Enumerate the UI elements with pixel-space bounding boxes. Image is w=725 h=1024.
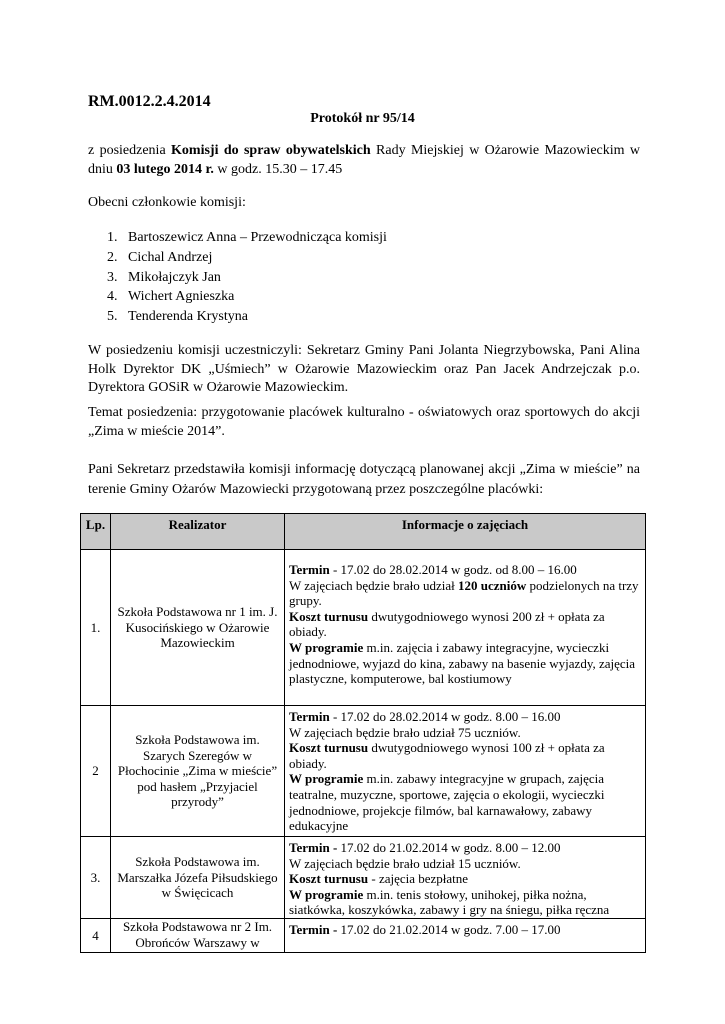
row-number: 3. [81, 837, 111, 919]
list-item: 3. Mikołajczyk Jan [107, 269, 221, 285]
row-info: Termin - 17.02 do 28.02.2014 w godz. 8.00 – 16.00 W zajęciach będzie brało udział 75 uczniów. Koszt turnusu dwutygodniowego wynosi 100 zł + opłata za obiady. W programie m.in. zabawy integracyjne w grupach, zajęcia teatralne, muzyczne, sportowe, zajęcia o ekologii, wycieczki jednodniowe, projekcje filmów, bal karnawałowy, zabawy edukacyjne [285, 706, 646, 837]
row-realizator: Szkoła Podstawowa nr 1 im. J. Kusocińskiego w Ożarowie Mazowieckim [111, 550, 285, 706]
header-realizator: Realizator [111, 514, 285, 550]
protocol-title: Protokół nr 95/14 [310, 111, 415, 126]
row-realizator: Szkoła Podstawowa nr 2 Im. Obrońców Warszawy w [111, 918, 285, 952]
row-number: 4 [81, 918, 111, 952]
row-realizator: Szkoła Podstawowa im. Szarych Szeregów w Płochocinie „Zima w mieście” pod hasłem „Przyjaciel przyrody” [111, 706, 285, 837]
row-info: Termin - 17.02 do 21.02.2014 w godz. 7.00 – 17.00 [285, 918, 646, 952]
topic-paragraph: Temat posiedzenia: przygotowanie placówek kulturalno - oświatowych oraz sportowych do akcji „Zima w mieście 2014”. [88, 405, 640, 439]
presentation-paragraph: Pani Sekretarz przedstawiła komisji informację dotyczącą planowanej akcji „Zima w mieście” na terenie Gminy Ożarów Mazowiecki przygotowaną przez poszczególne placówki: [88, 462, 640, 497]
list-item: 2. Cichal Andrzej [107, 249, 213, 265]
row-info: Termin - 17.02 do 28.02.2014 w godz. od 8.00 – 16.00 W zajęciach będzie brało udział 120 uczniów podzielonych na trzy grupy. Koszt turnusu dwutygodniowego wynosi 200 zł + opłata za obiady. W programie m.in. zajęcia i zabawy integracyjne, wycieczki jednodniowe, wyjazd do kina, zabawy na basenie wyjazdy, zajęcia plastyczne, komputerowe, bal kostiumowy [285, 550, 646, 706]
members-label: Obecni członkowie komisji: [88, 195, 246, 210]
table-row [81, 706, 646, 837]
participants-paragraph: W posiedzeniu komisji uczestniczyli: Sekretarz Gminy Pani Jolanta Niegrzybowska, Pani Alina Holk Dyrektor DK „Uśmiech” w Ożarowie Mazowieckim oraz Pan Jacek Andrzejczak p.o. Dyrektora GOSiR w Ożarowie Mazowieckim. [88, 343, 640, 395]
activities-table [80, 513, 646, 953]
table-row [81, 918, 646, 952]
document-reference: RM.0012.2.4.2014 [88, 93, 211, 110]
list-item: 1. Bartoszewicz Anna – Przewodnicząca komisji [107, 230, 387, 245]
header-info: Informacje o zajęciach [285, 514, 646, 550]
list-item: 4. Wichert Agnieszka [107, 289, 235, 305]
list-item: 5. Tenderenda Krystyna [107, 309, 248, 325]
table-row [81, 837, 646, 919]
intro-paragraph: z posiedzenia Komisji do spraw obywatelskich Rady Miejskiej w Ożarowie Mazowieckim w dniu 03 lutego 2014 r. w godz. 15.30 – 17.45 [88, 143, 641, 177]
members-list [107, 228, 387, 327]
row-realizator: Szkoła Podstawowa im. Marszałka Józefa Piłsudskiego w Święcicach [111, 837, 285, 919]
row-number: 2 [81, 706, 111, 837]
row-info: Termin - 17.02 do 21.02.2014 w godz. 8.00 – 12.00 W zajęciach będzie brało udział 15 uczniów. Koszt turnusu - zajęcia bezpłatne W programie m.in. tenis stołowy, unihokej, piłka nożna, siatkówka, koszykówka, zabawy i gry na śniegu, piłka ręczna [285, 837, 646, 919]
table-row [81, 550, 646, 706]
table-header-row [81, 514, 646, 550]
header-lp: Lp. [81, 514, 111, 550]
row-number: 1. [81, 550, 111, 706]
